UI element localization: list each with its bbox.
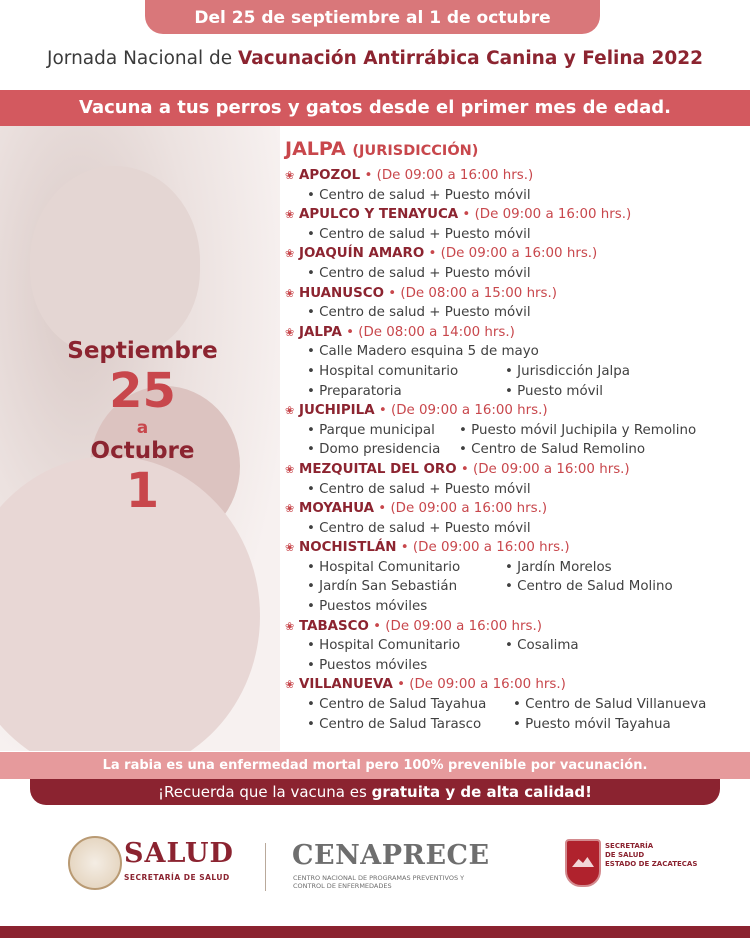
schedule: • (De 09:00 a 16:00 hrs.) (360, 168, 534, 183)
location-entry (285, 284, 750, 323)
place-item: • Puesto móvil Juchipila y Remolino (459, 422, 697, 438)
town-name: VILLANUEVA (299, 677, 393, 693)
place-item: • Jardín Morelos (505, 559, 612, 575)
location-entry (285, 205, 750, 244)
town-name: HUANUSCO (299, 285, 384, 301)
location-entry (285, 617, 750, 676)
location-entry (285, 323, 750, 401)
date-connector: a (136, 418, 149, 438)
place-item: • Puestos móviles (307, 599, 428, 615)
place-item: • Jurisdicción Jalpa (505, 363, 630, 379)
location-header (285, 460, 750, 480)
location-header (285, 323, 750, 343)
campaign-dates (40, 338, 245, 518)
town-name: TABASCO (299, 618, 369, 634)
place-item: • Centro de Salud Tayahua (307, 697, 487, 713)
location-entry (285, 166, 750, 205)
start-day: 25 (109, 363, 176, 419)
schedule: • (De 09:00 a 16:00 hrs.) (374, 403, 548, 419)
campaign-headline (0, 48, 750, 69)
place-item: • Centro de Salud Molino (505, 579, 673, 595)
mexico-seal-icon (68, 836, 122, 890)
cenaprece-logo-subtitle: CENTRO NACIONAL DE PROGRAMAS PREVENTIVOS Y CONTROL DE ENFERMEDADES (293, 874, 465, 890)
place-list (285, 264, 750, 284)
place-list (285, 519, 750, 539)
place-list (285, 558, 750, 617)
schedule: • (De 08:00 a 15:00 hrs.) (383, 285, 558, 301)
schedule: • (De 09:00 a 16:00 hrs.) (374, 501, 548, 517)
paw-print-icon: ❀ (285, 619, 295, 633)
location-header (285, 675, 750, 695)
place-item: • Puesto móvil Tayahua (513, 716, 671, 732)
start-month: Septiembre (67, 338, 218, 364)
place-item: • Centro de Salud Tarasco (307, 716, 482, 732)
schedule: • (De 09:00 a 16:00 hrs.) (392, 677, 566, 693)
location-header (285, 617, 750, 637)
schedule: • (De 09:00 a 16:00 hrs.) (368, 618, 542, 634)
headline-prefix: Jornada Nacional de (47, 48, 238, 69)
paw-print-icon: ❀ (285, 169, 295, 182)
zacatecas-line1: SECRETARÍA (605, 842, 654, 850)
location-entry (285, 675, 750, 734)
place-item: • Centro de salud + Puesto móvil (307, 187, 531, 203)
place-item: • Hospital comunitario (307, 363, 459, 379)
place-item: • Centro de salud + Puesto móvil (307, 481, 531, 497)
location-header (285, 401, 750, 421)
place-list (285, 342, 750, 401)
town-name: APOZOL (299, 168, 361, 183)
location-entry (285, 460, 750, 499)
jurisdiction-name: JALPA (285, 138, 346, 160)
place-list (285, 636, 750, 675)
location-header (285, 499, 750, 519)
place-item: • Jardín San Sebastián (307, 579, 458, 595)
zacatecas-logo-text (605, 842, 697, 869)
schedule: • (De 09:00 a 16:00 hrs.) (458, 207, 632, 223)
town-name: APULCO Y TENAYUCA (299, 207, 459, 223)
location-header (285, 538, 750, 558)
place-list (285, 303, 750, 323)
place-item: • Hospital Comunitario (307, 559, 461, 575)
place-list (285, 225, 750, 245)
schedule: • (De 09:00 a 16:00 hrs.) (396, 540, 570, 556)
footer-bar (0, 926, 750, 938)
place-item: • Preparatoria (307, 383, 402, 399)
paw-print-icon: ❀ (285, 325, 295, 339)
place-list (285, 695, 750, 734)
location-header (285, 205, 750, 225)
location-header (285, 244, 750, 264)
place-item: • Calle Madero esquina 5 de mayo (307, 344, 539, 360)
zacatecas-line3: ESTADO DE ZACATECAS (605, 860, 698, 868)
town-name: MOYAHUA (299, 501, 375, 517)
place-item: • Centro de salud + Puesto móvil (307, 226, 531, 242)
place-item: • Centro de salud + Puesto móvil (307, 305, 531, 321)
place-item: • Hospital Comunitario (307, 638, 461, 654)
paw-print-icon: ❀ (285, 286, 295, 300)
location-header (285, 166, 750, 186)
schedule: • (De 08:00 a 14:00 hrs.) (341, 324, 515, 340)
cenaprece-logo-text: CENAPRECE (292, 840, 490, 871)
place-list (285, 480, 750, 500)
reminder-prefix: ¡Recuerda que la vacuna es (157, 783, 372, 801)
place-item: • Centro de salud + Puesto móvil (307, 265, 531, 281)
end-day: 1 (125, 463, 160, 519)
place-item: • Puestos móviles (307, 657, 428, 673)
place-item: • Centro de Salud Villanueva (513, 697, 707, 713)
place-item: • Domo presidencia (307, 442, 441, 458)
schedule: • (De 09:00 a 16:00 hrs.) (424, 246, 598, 262)
place-list (285, 186, 750, 206)
location-entry (285, 499, 750, 538)
location-entry (285, 538, 750, 616)
paw-print-icon: ❀ (285, 462, 295, 476)
paw-print-icon: ❀ (285, 208, 295, 222)
paw-print-icon: ❀ (285, 247, 295, 261)
location-header (285, 284, 750, 304)
reminder-bar (30, 779, 720, 805)
schedule: • (De 09:00 a 16:00 hrs.) (456, 461, 630, 477)
town-name: JALPA (299, 324, 342, 340)
place-item: • Centro de Salud Remolino (459, 442, 646, 458)
place-item: • Puesto móvil (505, 383, 603, 399)
reminder-bold: gratuita y de alta calidad! (371, 783, 593, 801)
town-name: NOCHISTLÁN (299, 540, 397, 556)
location-entry (285, 244, 750, 283)
rabies-note-bar: La rabia es una enfermedad mortal pero 100% prevenible por vacunación. (0, 752, 750, 779)
cat-head-shape (30, 166, 200, 356)
salud-logo-subtitle: SECRETARÍA DE SALUD (124, 873, 230, 882)
date-range-banner: Del 25 de septiembre al 1 de octubre (145, 0, 600, 34)
place-item: • Cosalima (505, 638, 579, 654)
paw-print-icon: ❀ (285, 541, 295, 555)
headline-bold: Vacunación Antirrábica Canina y Felina 2022 (238, 48, 703, 69)
zacatecas-shield-icon (565, 839, 601, 887)
place-item: • Centro de salud + Puesto móvil (307, 520, 531, 536)
place-list (285, 421, 750, 460)
vaccination-locations (285, 138, 750, 734)
town-name: JOAQUÍN AMARO (299, 246, 425, 262)
jurisdiction-title (285, 138, 750, 160)
tagline-bar: Vacuna a tus perros y gatos desde el primer mes de edad. (0, 90, 750, 126)
location-entry (285, 401, 750, 460)
zacatecas-line2: DE SALUD (605, 851, 645, 859)
paw-print-icon: ❀ (285, 678, 295, 692)
end-month: Octubre (90, 438, 195, 464)
paw-print-icon: ❀ (285, 502, 295, 516)
jurisdiction-label: (JURISDICCIÓN) (352, 143, 479, 159)
logo-divider (265, 843, 266, 891)
paw-print-icon: ❀ (285, 404, 295, 418)
town-name: JUCHIPILA (299, 403, 375, 419)
place-item: • Parque municipal (307, 422, 435, 438)
salud-logo-text: SALUD (124, 838, 234, 869)
town-name: MEZQUITAL DEL ORO (299, 461, 457, 477)
